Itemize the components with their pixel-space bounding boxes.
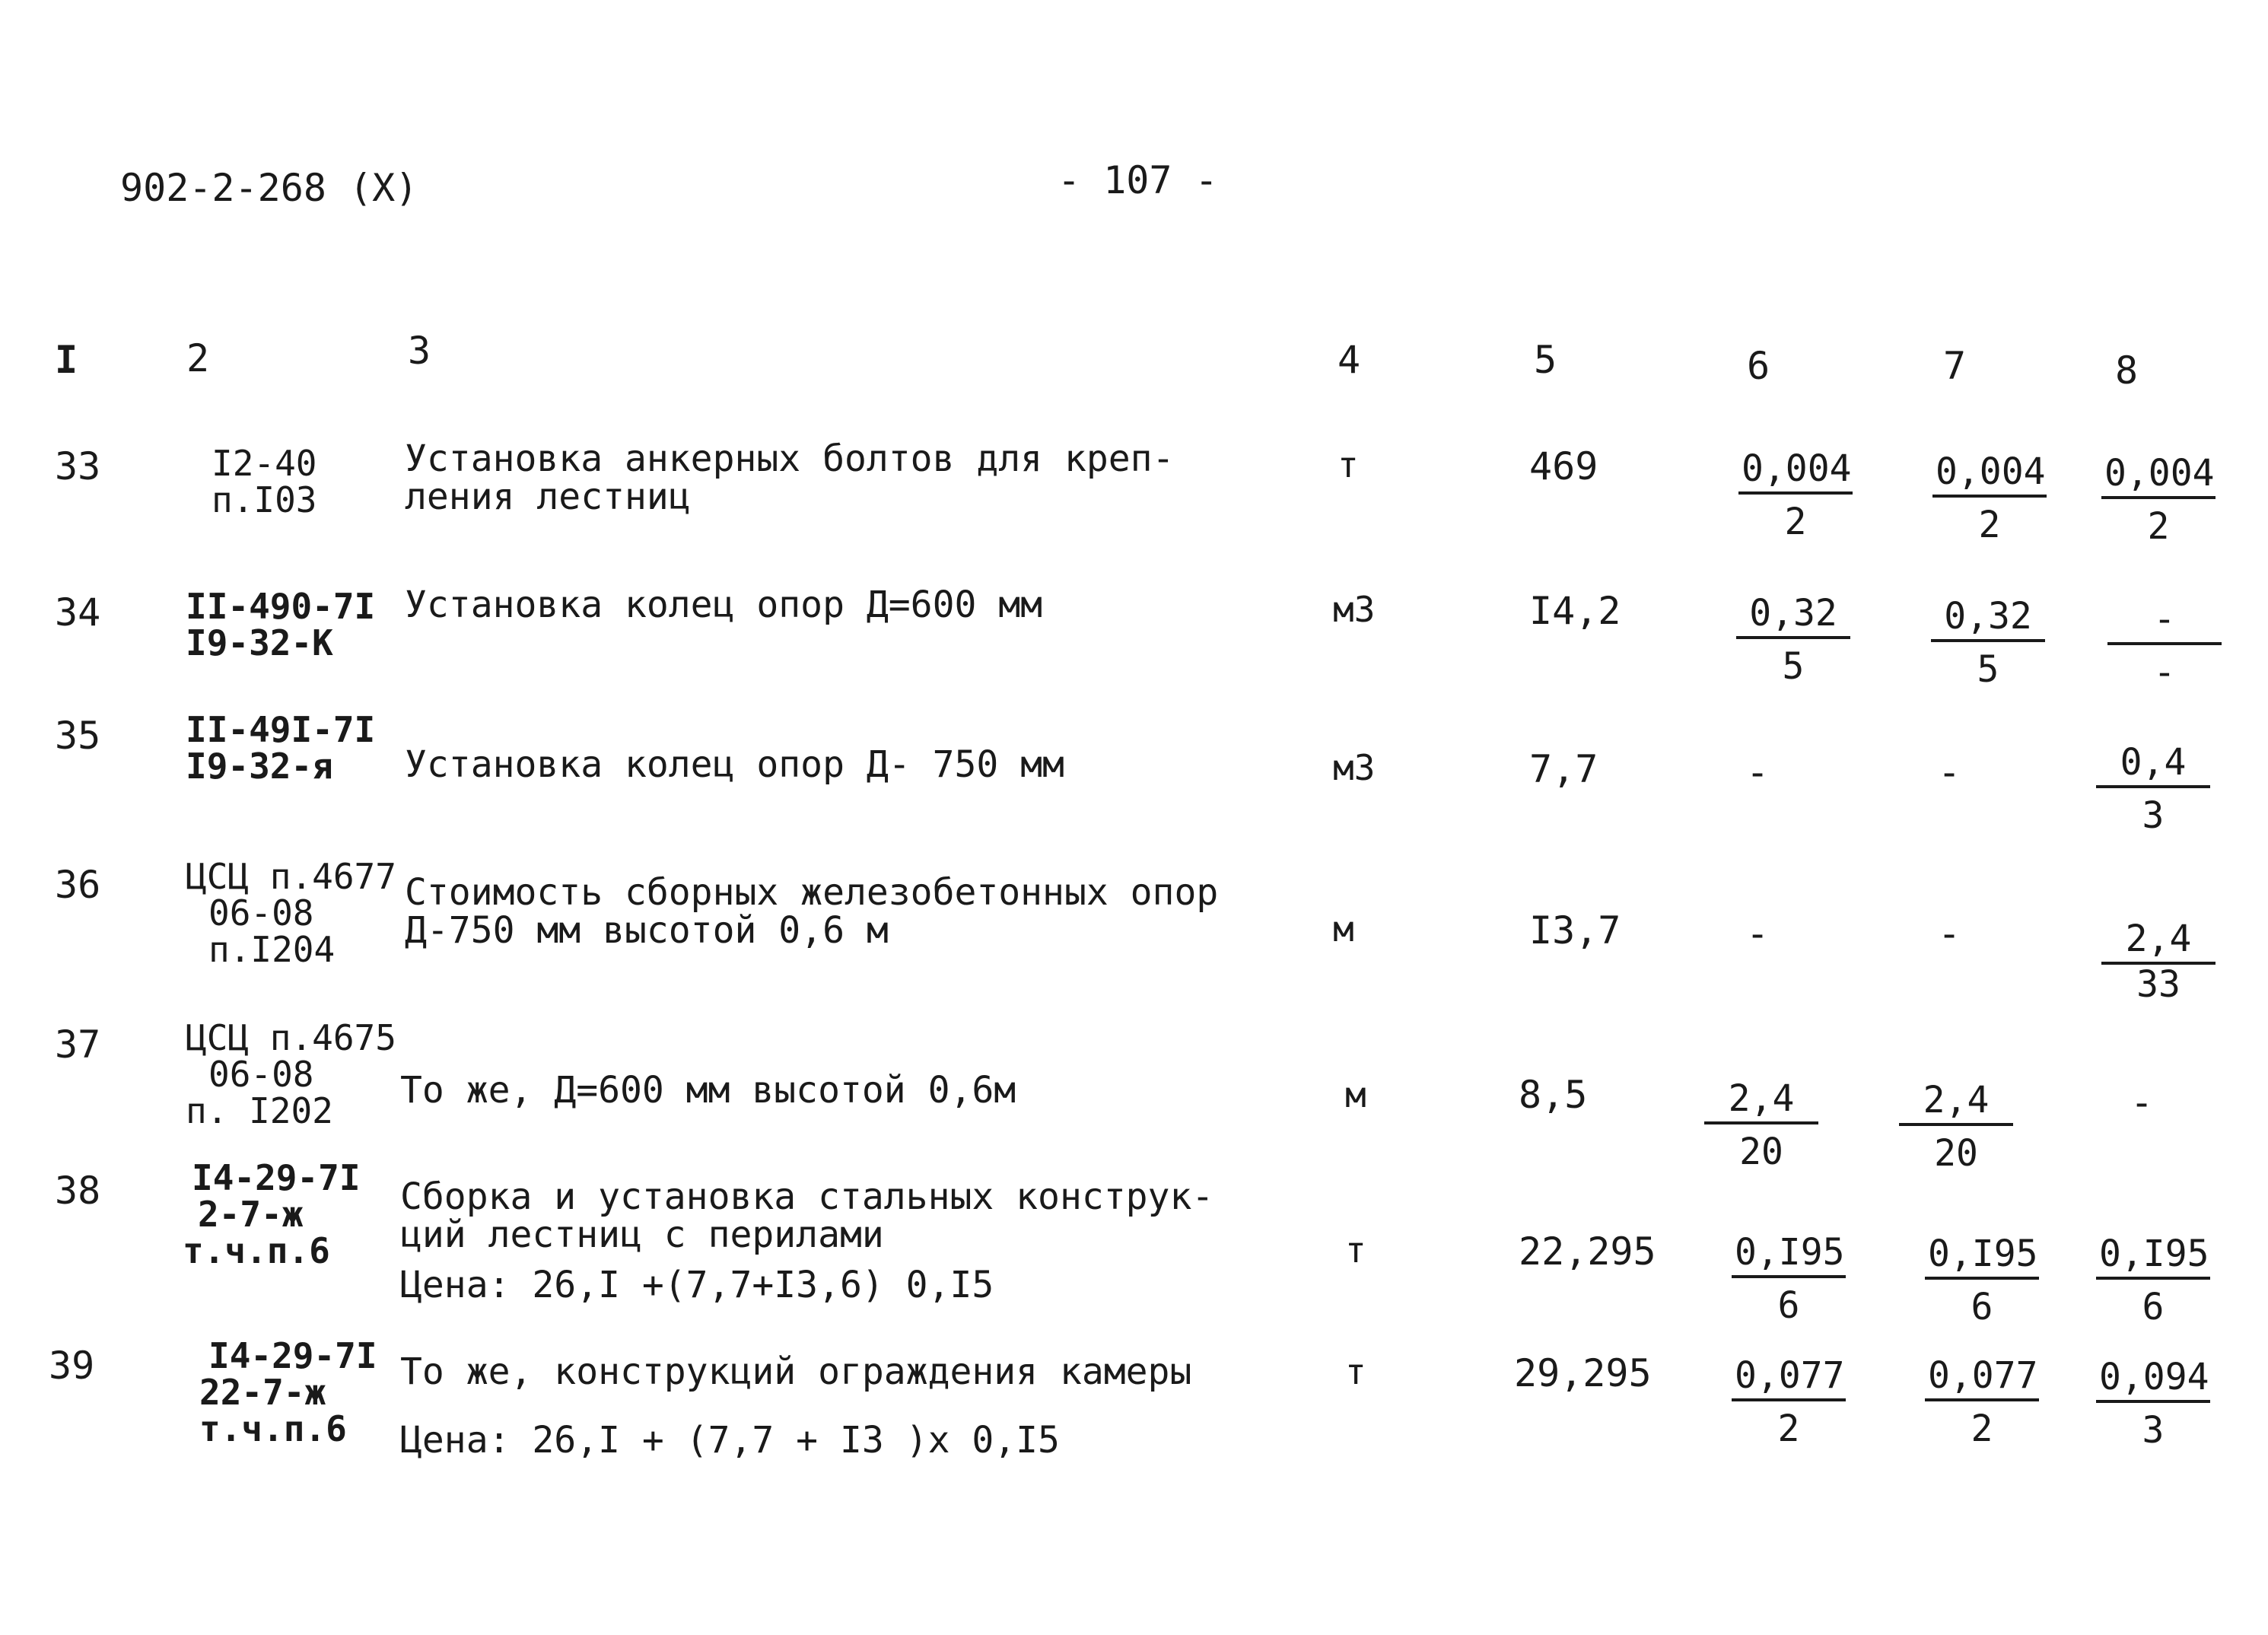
description-line: ций лестниц с перилами [400,1214,884,1256]
norm-code [212,445,317,518]
fraction-denominator: 20 [1739,1131,1783,1173]
norm-code-line: т.ч.п.6 [183,1230,330,1271]
work-description: Установка колец опор Д- 750 мм [405,743,1064,786]
empty-cell-col6: - [1745,911,1770,956]
row-number: 34 [55,590,101,635]
unit-of-measure: т [1345,1229,1366,1271]
norm-code [186,709,376,787]
unit-of-measure: т [1338,444,1359,485]
fraction-col8 [2096,1356,2210,1452]
row-number: 38 [55,1169,101,1213]
column-number-8: 8 [2115,348,2139,393]
fraction-denominator: - [2153,651,2176,694]
fraction-denominator: 5 [1977,648,1999,691]
fraction-numerator: 0,004 [1932,453,2047,498]
fraction-numerator: 0,004 [1738,450,1853,495]
fraction-numerator: 0,4 [2096,744,2210,788]
fraction-denominator: 6 [1777,1284,1800,1327]
fraction-denominator: 3 [2142,794,2165,837]
fraction-numerator: 0,004 [2101,455,2216,499]
empty-cell-col8: - [2130,1080,2154,1124]
norm-code-line: 2-7-ж [198,1194,304,1235]
column-number-2: 2 [186,336,210,380]
fraction-col7 [1932,450,2047,546]
norm-code-line: ЦСЦ п.4677 [186,856,396,897]
work-description: То же, Д=600 мм высотой 0,6м [400,1069,1016,1112]
empty-cell-col6: - [1745,750,1770,794]
fraction-numerator: 2,4 [2101,921,2216,965]
unit-of-measure: м [1333,908,1354,950]
row-number: 36 [55,863,101,907]
norm-code-line: 22-7-ж [199,1372,326,1413]
fraction-numerator: 0,077 [1925,1357,2039,1401]
row-number: 33 [55,444,101,488]
norm-code-line: п.I03 [212,479,317,520]
norm-code-line: I9-32-К [186,622,333,663]
fraction-col6 [1736,592,1850,688]
unit-of-measure: т [1345,1351,1366,1392]
fraction-numerator: 2,4 [1704,1080,1818,1124]
column-number-6: 6 [1747,344,1770,388]
fraction-numerator: - [2107,601,2222,645]
norm-code-line: п. I202 [186,1090,333,1131]
norm-code-line: I2-40 [212,443,317,484]
fraction-denominator: 33 [2136,963,2181,1006]
unit-of-measure: м3 [1333,589,1376,630]
quantity: 7,7 [1529,747,1598,791]
column-number-5: 5 [1534,338,1557,382]
column-number-1: I [55,338,78,382]
work-description: Установка колец опор Д=600 мм [405,584,1043,626]
fraction-denominator: 2 [1978,504,2001,546]
quantity: I3,7 [1529,908,1621,953]
description-line: Д-750 мм высотой 0,6 м [405,909,889,952]
fraction-col8 [2101,918,2216,1006]
fraction-numerator: 0,32 [1736,595,1850,639]
norm-code-line: 06-08 [208,1054,314,1095]
fraction-col7 [1925,1354,2039,1450]
work-description [405,437,1175,518]
fraction-col6 [1732,1231,1846,1327]
fraction-col6 [1732,1354,1846,1450]
fraction-denominator: 6 [2142,1286,2165,1328]
norm-code-line: т.ч.п.6 [199,1408,347,1449]
fraction-denominator: 20 [1934,1132,1978,1175]
description-line: ления лестниц [405,476,691,518]
fraction-denominator: 2 [1971,1408,1993,1450]
document-code: 902-2-268 (X) [120,166,418,210]
norm-code [183,1159,361,1269]
fraction-numerator: 0,32 [1931,598,2045,642]
norm-code [186,588,375,661]
fraction-denominator: 2 [1777,1408,1800,1450]
empty-cell-col7: - [1937,911,1961,956]
fraction-col8 [2101,452,2216,548]
quantity: I4,2 [1529,589,1621,633]
fraction-col6 [1738,447,1853,543]
fraction-numerator: 0,077 [1732,1357,1846,1401]
fraction-numerator: 2,4 [1899,1082,2013,1126]
description-line: Стоимость сборных железобетонных опор [405,871,1219,914]
norm-code-line: I4-29-7I [192,1157,361,1198]
column-number-7: 7 [1943,344,1967,388]
fraction-denominator: 2 [1784,501,1807,543]
quantity: 22,295 [1519,1229,1656,1274]
row-number: 37 [55,1023,101,1067]
column-number-3: 3 [408,329,431,373]
fraction-denominator: 5 [1782,645,1805,688]
quantity: 29,295 [1514,1351,1652,1395]
fraction-numerator: 0,I95 [1925,1236,2039,1280]
norm-code-line: 06-08 [208,892,314,934]
empty-cell-col7: - [1937,750,1961,794]
norm-code-line: ЦСЦ п.4675 [186,1017,396,1058]
norm-code-line: I4-29-7I [208,1335,377,1376]
fraction-numerator: 0,I95 [1732,1234,1846,1278]
work-description [405,873,1218,950]
row-number: 39 [49,1344,95,1388]
fraction-col8 [2096,741,2210,837]
row-number: 35 [55,714,101,758]
unit-of-measure: м3 [1333,747,1376,788]
description-line: Установка анкерных болтов для креп- [405,437,1175,480]
fraction-col8 [2107,598,2222,694]
norm-code [199,1335,377,1449]
fraction-numerator: 0,I95 [2096,1236,2210,1280]
norm-code-line: I9-32-я [186,746,333,787]
price-formula: Цена: 26,I +(7,7+I3,6) 0,I5 [400,1264,994,1306]
fraction-denominator: 3 [2142,1409,2165,1452]
norm-code [186,858,396,968]
norm-code-line: II-490-7I [186,586,376,627]
norm-code [186,1019,396,1129]
description-line: Сборка и установка стальных конструк- [400,1175,1214,1218]
norm-code-line: п.I204 [208,929,336,970]
work-description [400,1175,1214,1306]
price-formula: Цена: 26,I + (7,7 + I3 )х 0,I5 [400,1419,1060,1462]
fraction-denominator: 2 [2147,505,2170,548]
fraction-col7 [1925,1233,2039,1328]
fraction-col8 [2096,1233,2210,1328]
fraction-col7 [1931,595,2045,691]
column-number-4: 4 [1338,338,1361,382]
norm-code-line: II-49I-7I [186,709,376,750]
work-description [400,1350,1192,1462]
fraction-numerator: 0,094 [2096,1359,2210,1403]
fraction-denominator: 6 [1971,1286,1993,1328]
page-number: - 107 - [1058,158,1218,202]
unit-of-measure: м [1345,1074,1366,1115]
quantity: 8,5 [1519,1073,1588,1117]
quantity: 469 [1529,444,1598,488]
description-line: То же, конструкций ограждения камеры [400,1350,1192,1393]
fraction-col6 [1704,1077,1818,1173]
fraction-col7 [1899,1079,2013,1175]
